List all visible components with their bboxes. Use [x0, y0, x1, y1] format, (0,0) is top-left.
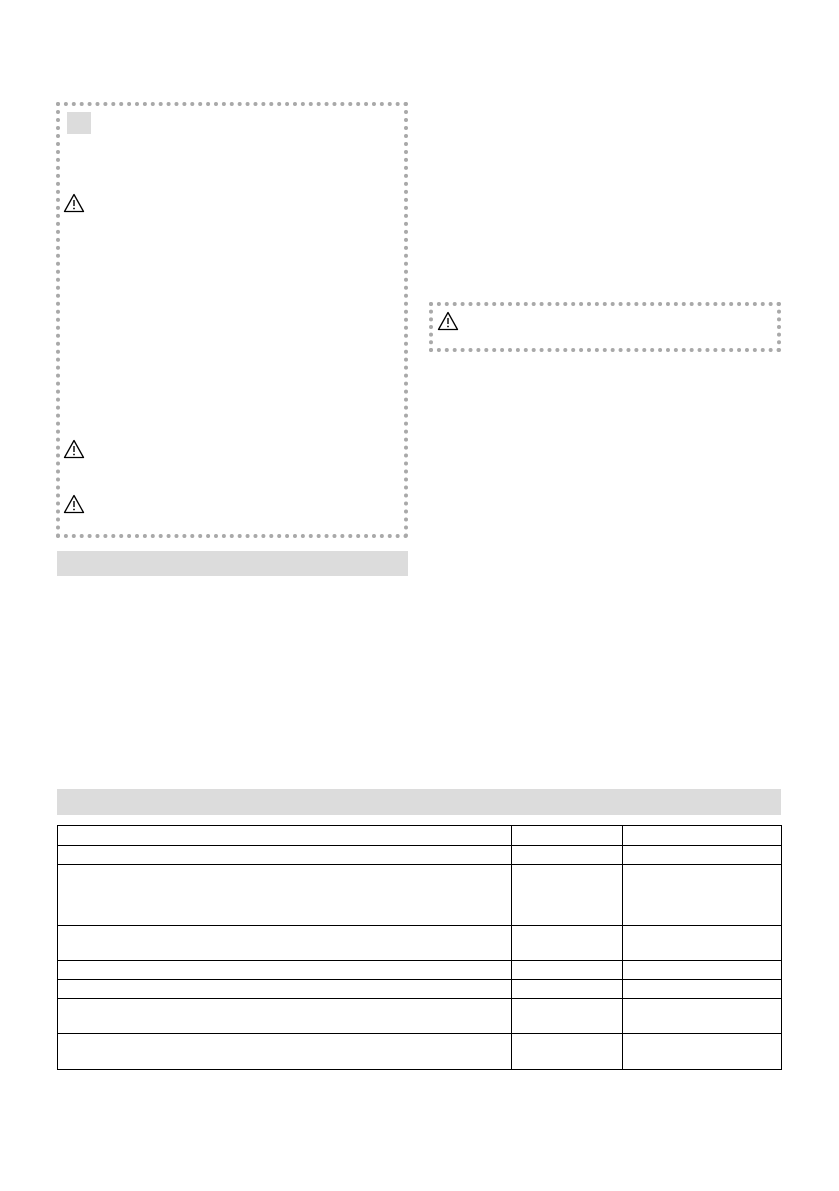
table-cell: [512, 846, 623, 865]
table-cell: [512, 999, 623, 1034]
table-cell: [623, 846, 782, 865]
notice-box-left: [56, 102, 408, 538]
table-cell: [512, 980, 623, 999]
table-cell: [58, 865, 512, 926]
table-cell: [623, 926, 782, 961]
notice-box-right: [429, 302, 781, 352]
table-row: [58, 865, 782, 926]
table-cell: [512, 865, 623, 926]
table-row: [58, 961, 782, 980]
table-section-header-bar: [57, 789, 781, 815]
table-cell: [58, 826, 512, 846]
table-row: [58, 1034, 782, 1070]
table-cell: [58, 846, 512, 865]
table-cell: [623, 826, 782, 846]
warning-triangle-icon: [63, 494, 85, 514]
table-cell: [512, 961, 623, 980]
table-row: [58, 826, 782, 846]
table-cell: [512, 826, 623, 846]
warning-triangle-icon: [63, 193, 85, 213]
spec-table: [57, 825, 782, 1070]
warning-triangle-icon: [437, 311, 459, 331]
table-cell: [58, 999, 512, 1034]
warning-triangle-icon: [63, 439, 85, 459]
table-cell: [623, 1034, 782, 1070]
table-cell: [623, 961, 782, 980]
table-cell: [512, 926, 623, 961]
table-cell: [623, 980, 782, 999]
table-cell: [512, 1034, 623, 1070]
table-cell: [58, 961, 512, 980]
table-cell: [623, 865, 782, 926]
section-marker-square: [67, 112, 91, 134]
section-header-bar: [57, 551, 408, 576]
table-cell: [58, 1034, 512, 1070]
table-row: [58, 980, 782, 999]
table-cell: [623, 999, 782, 1034]
table-row: [58, 999, 782, 1034]
table-cell: [58, 980, 512, 999]
table-row: [58, 846, 782, 865]
table-row: [58, 926, 782, 961]
table-cell: [58, 926, 512, 961]
